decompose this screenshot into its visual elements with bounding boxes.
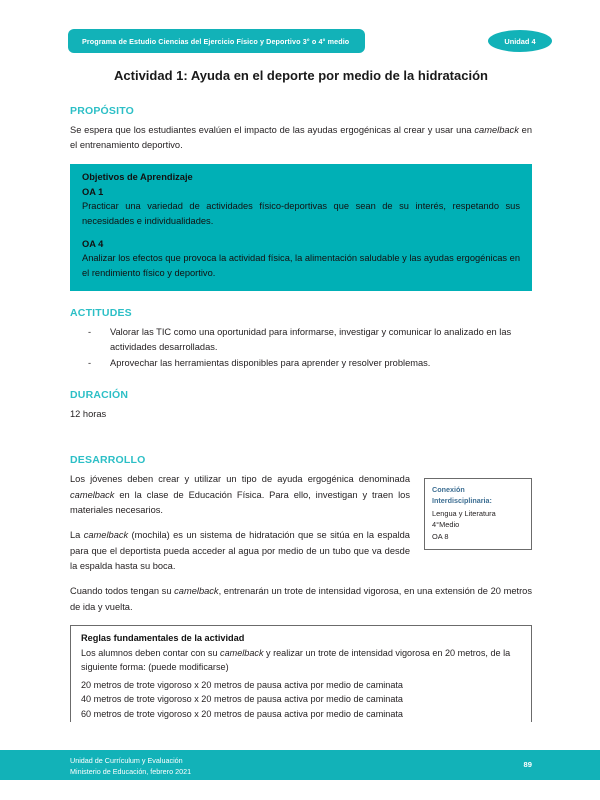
conexion-interdisciplinaria-box xyxy=(424,478,532,550)
proposito-italic-term: camelback xyxy=(474,124,519,135)
reglas-fundamentales-box xyxy=(70,625,532,722)
oa-code-1: OA 1 xyxy=(82,186,104,197)
conexion-box-line: OA 8 xyxy=(432,531,449,541)
reglas-intro-b: y realizar un trote de intensidad vigorosa en 20 metros, de la siguiente forma: (puede modificarse) xyxy=(81,647,511,673)
desarrollo-paragraph-3 xyxy=(70,584,532,615)
reglas-title: Reglas fundamentales de la actividad xyxy=(81,632,245,643)
section-heading-proposito: PROPÓSITO xyxy=(70,104,135,117)
page-header xyxy=(0,29,600,53)
list-item xyxy=(88,325,532,355)
page-footer xyxy=(0,750,600,780)
desarrollo-p1-text-a: Los jóvenes deben crear y utilizar un tipo de ayuda ergogénica denominada xyxy=(70,474,410,485)
actitudes-item-text: Aprovechar las herramientas disponibles para aprender y resolver problemas. xyxy=(110,357,431,368)
unit-badge xyxy=(488,30,552,52)
footer-organization xyxy=(70,755,191,777)
desarrollo-p3-italic: camelback xyxy=(174,586,219,597)
actitudes-item-text: Valorar las TIC como una oportunidad para informarse, investigar y comunicar lo analizado en las actividades desarrolladas. xyxy=(110,326,512,352)
conexion-box-line: Lengua y Literatura xyxy=(432,508,496,518)
program-banner-label: Programa de Estudio Ciencias del Ejercicio Físico y Deportivo 3° o 4° medio xyxy=(82,36,350,46)
conexion-box-line: 4°Medio xyxy=(432,520,460,530)
desarrollo-p1-italic: camelback xyxy=(70,489,115,500)
desarrollo-p3-text-a: Cuando todos tengan su xyxy=(70,586,175,597)
reglas-intro-a: Los alumnos deben contar con su xyxy=(81,647,221,658)
objetivos-aprendizaje-box xyxy=(70,164,532,291)
reglas-item: 60 metros de trote vigoroso x 20 metros de pausa activa por medio de caminata xyxy=(81,708,403,719)
proposito-text-after: en el entrenamiento deportivo. xyxy=(70,124,532,151)
proposito-text-before: Se espera que los estudiantes evalúen el impacto de las ayudas ergogénicas al crear y usar una xyxy=(70,124,475,135)
reglas-intro-italic: camelback xyxy=(220,647,264,658)
conexion-box-title: Conexión Interdisciplinaria: xyxy=(432,485,492,505)
oa-code-2: OA 4 xyxy=(82,238,104,249)
footer-line-1: Unidad de Currículum y Evaluación xyxy=(70,756,183,765)
reglas-intro xyxy=(81,646,521,675)
footer-line-2: Ministerio de Educación, febrero 2021 xyxy=(70,767,192,777)
desarrollo-p1-text-b: en la clase de Educación Física. Para ello, investigan y traen los materiales necesarios. xyxy=(70,489,410,515)
oa-text-1: Practicar una variedad de actividades físico-deportivas que sean de su interés, respetando sus necesidades e individualidades. xyxy=(82,200,520,226)
desarrollo-p2-italic: camelback xyxy=(83,530,129,541)
objetivos-box-title: Objetivos de Aprendizaje xyxy=(82,171,193,182)
reglas-item: 40 metros de trote vigoroso x 20 metros de pausa activa por medio de caminata xyxy=(81,694,403,705)
page-title: Actividad 1: Ayuda en el deporte por medio de la hidratación xyxy=(114,68,488,83)
unit-badge-label: Unidad 4 xyxy=(504,36,536,46)
spacer xyxy=(70,375,532,389)
document-content xyxy=(70,68,532,722)
section-heading-duracion: DURACIÓN xyxy=(70,388,129,401)
section-heading-desarrollo: DESARROLLO xyxy=(70,454,146,467)
dash-bullet-icon: - xyxy=(88,326,92,337)
reglas-item: 20 metros de trote vigoroso x 20 metros de pausa activa por medio de caminata xyxy=(81,679,403,690)
dash-bullet-icon: - xyxy=(88,357,92,368)
proposito-paragraph xyxy=(70,123,532,154)
oa-text-2: Analizar los efectos que provoca la actividad física, la alimentación saludable y las ayudas ergogénicas en el rendimiento físico y deportivo. xyxy=(82,252,520,278)
program-banner xyxy=(68,29,365,53)
section-heading-actitudes: ACTITUDES xyxy=(70,306,132,319)
spacer xyxy=(70,432,532,454)
desarrollo-p2-text-b: (mochila) es un sistema de hidratación que se sitúa en la espalda para que el deportista pueda acceder al agua por medio de un tubo que va desde la espalda hasta su boca. xyxy=(70,530,410,571)
desarrollo-p2-text-a: La xyxy=(70,530,84,541)
list-item xyxy=(88,356,532,371)
actitudes-list xyxy=(70,325,532,371)
duracion-value: 12 horas xyxy=(70,408,107,419)
page-number: 89 xyxy=(523,760,532,769)
desarrollo-p3-text-b: , entrenarán un trote de intensidad vigorosa, en una extensión de 20 metros de ida y vuelta. xyxy=(70,586,532,612)
